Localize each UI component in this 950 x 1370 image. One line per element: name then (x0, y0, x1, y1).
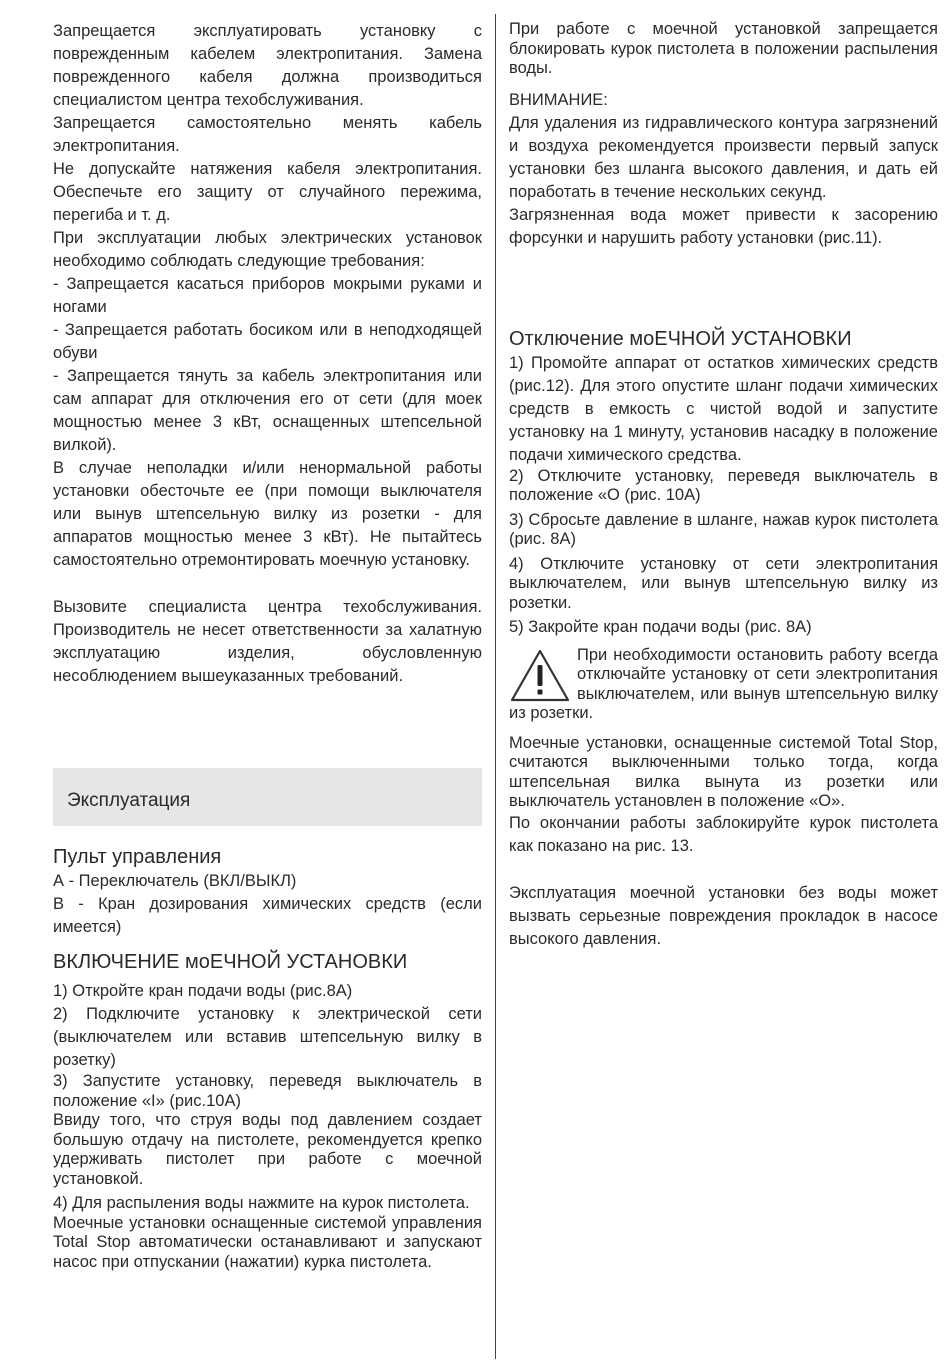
paragraph: Моечные установки оснащенные системой управления Total Stop автоматически останавливают и запускают насос при отпускании (нажатии) курка пистолета. (53, 1213, 482, 1271)
step-item: 2) Подключите установку к электрической сети (выключателем или вставив штепсельную вилку в розетку) (53, 1005, 482, 1069)
step-item: 5) Закройте кран подачи воды (рис. 8А) (509, 618, 812, 636)
paragraph: Ввиду того, что струя воды под давлением создает большую отдачу на пистолете, рекомендуется крепко удерживать пистолет при работе с моечной установкой. (53, 1111, 482, 1188)
list-item: А - Переключатель (ВКЛ/ВЫКЛ) (53, 872, 297, 890)
warning-block (509, 646, 938, 724)
paragraph: При работе с моечной установкой запрещается блокировать курок пистолета в положении распыления воды. (509, 20, 938, 77)
warning-text: При необходимости остановить работу всегда отключайте установку от сети электропитания выключателем, или вынув штепсельную вилку из розетки. (509, 645, 938, 722)
step-item: 4) Для распыления воды нажмите на курок пистолета. (53, 1194, 470, 1212)
step-item: 1) Промойте аппарат от остатков химических средств (рис.12). Для этого опустите шланг подачи химических средств в емкость с чистой водой и запустите установку на 1 минуту, установив насадку в положение подачи химического средства. (509, 353, 938, 464)
paragraph: В случае неполадки и/или ненормальной работы установки обесточьте ее (при помощи выключателя или вынув штепсельную вилку из розетки - для аппаратов мощностью менее 3 кВт). Не пытайтесь самостоятельно отремонтировать моечную установку. (53, 459, 482, 569)
shutdown-heading: Отключение моЕЧНОЙ УСТАНОВКИ (509, 327, 852, 350)
start-heading: ВКЛЮЧЕНИЕ моЕЧНОЙ УСТАНОВКИ (53, 951, 408, 973)
paragraph: При эксплуатации любых электрических установок необходимо соблюдать следующие требования: (53, 229, 482, 270)
attention-label: ВНИМАНИЕ: (509, 90, 608, 109)
right-column (509, 20, 938, 951)
step-item: 4) Отключите установку от сети электропитания выключателем, или вынув штепсельную вилку из розетки. (509, 554, 938, 612)
paragraph: Запрещается самостоятельно менять кабель электропитания. (53, 114, 482, 155)
paragraph: Загрязненная вода может привести к засорению форсунки и нарушить работу установки (рис.11). (509, 205, 938, 247)
control-panel-heading: Пульт управления (53, 846, 222, 868)
list-item: - Запрещается работать босиком или в неподходящей обуви (53, 321, 482, 362)
step-item: 1) Откройте кран подачи воды (рис.8А) (53, 982, 353, 1000)
list-item: - Запрещается тянуть за кабель электропитания или сам аппарат для отключения его от сети (для моек мощностью менее 3 кВт, оснащенных штепсельной вилкой). (53, 367, 482, 454)
step-item: 3) Запустите установку, переведя выключатель в положение «I» (рис.10А) (53, 1072, 482, 1110)
list-item: В - Кран дозирования химических средств (если имеется) (53, 895, 482, 936)
paragraph: По окончании работы заблокируйте курок пистолета как показано на рис. 13. (509, 813, 938, 855)
column-divider (495, 14, 496, 1359)
paragraph: Не допускайте натяжения кабеля электропитания. Обеспечьте его защиту от случайного пережима, перегиба и т. д. (53, 160, 482, 224)
list-item: - Запрещается касаться приборов мокрыми руками и ногами (53, 275, 482, 316)
paragraph: Для удаления из гидравлического контура загрязнений и воздуха рекомендуется произвести первый запуск установки без шланга высокого давления, и дать ей поработать в течение нескольких секунд. (509, 113, 938, 201)
warning-triangle-icon (509, 648, 571, 703)
left-column (53, 20, 482, 1272)
step-item: 2) Отключите установку, переведя выключатель в положение «О (рис. 10А) (509, 466, 938, 504)
section-title-band: Эксплуатация (53, 768, 482, 826)
paragraph: Моечные установки, оснащенные системой Total Stop, считаются выключенными только тогда, когда штепсельная вилка вынута из розетки или выключатель установлен в положение «О». (509, 733, 938, 810)
step-item: 3) Сбросьте давление в шланге, нажав курок пистолета (рис. 8А) (509, 510, 938, 548)
paragraph: Вызовите специалиста центра техобслуживания. Производитель не несет ответственности за халатную эксплуатацию изделия, обусловленную несоблюдением вышеуказанных требований. (53, 598, 482, 685)
paragraph: Запрещается эксплуатировать установку с поврежденным кабелем электропитания. Замена поврежденного кабеля должна производиться специалистом центра техобслуживания. (53, 22, 482, 109)
paragraph: Эксплуатация моечной установки без воды может вызвать серьезные повреждения прокладок в насосе высокого давления. (509, 883, 938, 948)
